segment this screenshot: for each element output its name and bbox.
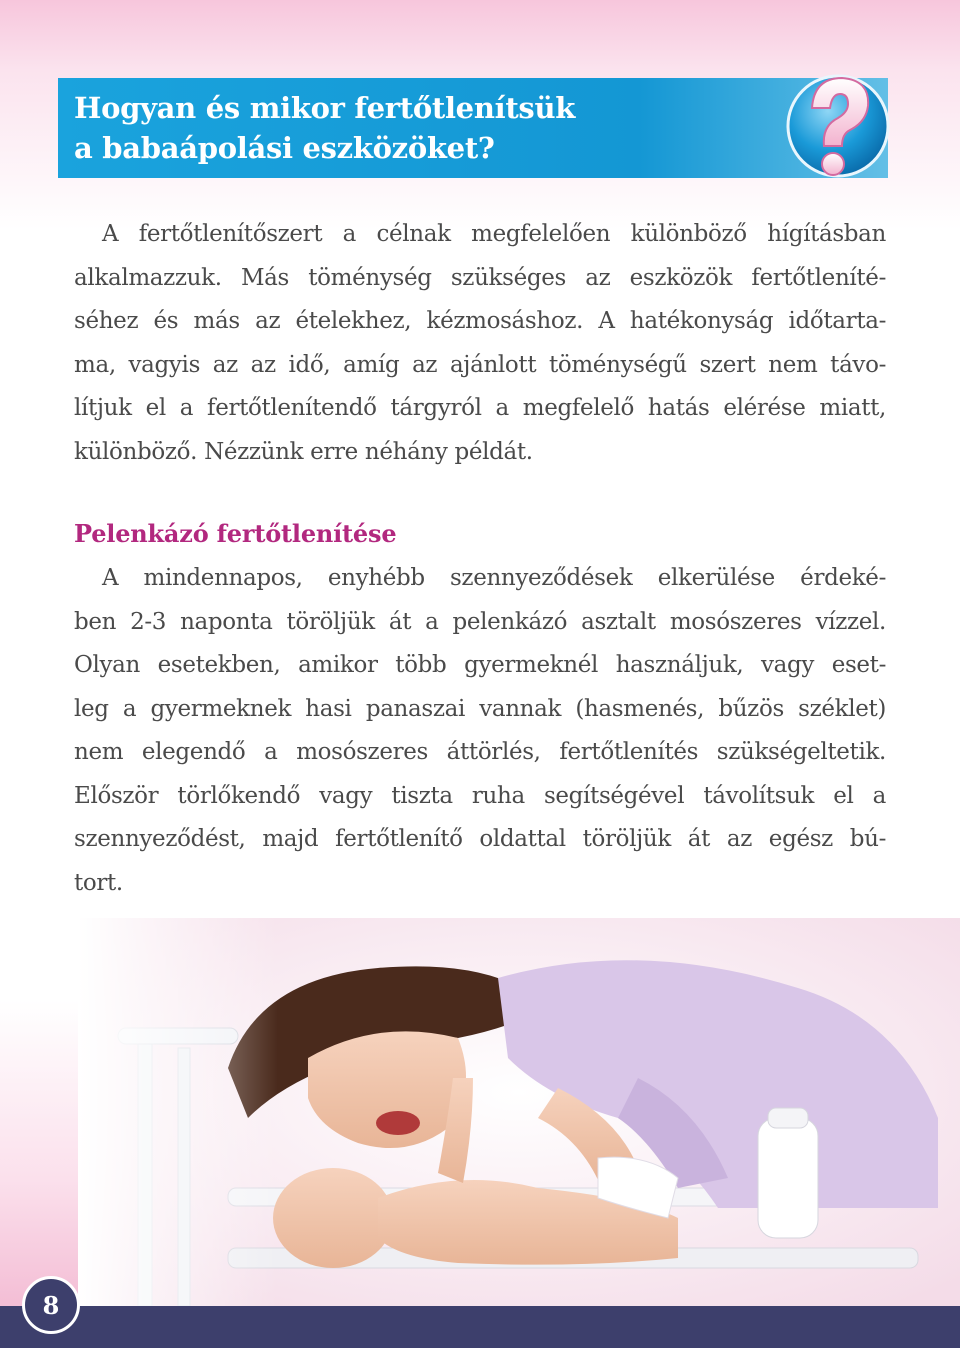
page-number: 8 (42, 1290, 60, 1320)
intro-line: A fertőtlenítőszert a célnak megfelelően különböző hígításban (102, 221, 886, 247)
page-title-line-1: Hogyan és mikor fertőtlenítsük (74, 91, 576, 125)
section-line: Olyan esetekben, amikor több gyermeknél használjuk, vagy eset- (74, 652, 886, 678)
intro-line: lítjuk el a fertőtlenítendő tárgyról a megfelelő hatás elérése miatt, (74, 395, 886, 421)
section-line: Először törlőkendő vagy tiszta ruha segítségével távolítsuk el a (74, 782, 886, 809)
section-heading: Pelenkázó fertőtlenítése (74, 519, 397, 548)
page-title (74, 88, 575, 168)
intro-line: alkalmazzuk. Más töménység szükséges az eszközök fertőtleníté- (74, 264, 886, 291)
section-line: leg a gyermeknek hasi panaszai vannak (hasmenés, bűzös széklet) (74, 695, 886, 722)
section-line: szennyeződést, majd fertőtlenítő oldattal töröljük át az egész bú- (74, 826, 886, 852)
page-number-badge (22, 1276, 80, 1334)
intro-paragraph (74, 213, 886, 474)
section-line: ben 2-3 naponta töröljük át a pelenkázó asztalt mosószeres vízzel. (74, 608, 886, 635)
section-line: tort. (74, 869, 123, 896)
footer-bar (0, 1306, 960, 1348)
page-title-line-2: a babaápolási eszközöket? (74, 131, 495, 165)
section-line: nem elegendő a mosószeres áttörlés, fertőtlenítés szükségeltetik. (74, 739, 886, 765)
intro-line: séhez és más az ételekhez, kézmosáshoz. A hatékonyság időtarta- (74, 308, 886, 334)
intro-line: különböző. Nézzünk erre néhány példát. (74, 438, 533, 465)
title-banner (58, 78, 888, 178)
section-paragraph (74, 557, 886, 905)
section-line: A mindennapos, enyhébb szennyeződések elkerülése érdeké- (102, 565, 886, 591)
intro-line: ma, vagyis az az idő, amíg az ajánlott töménységű szert nem távo- (74, 351, 886, 378)
question-mark-icon (772, 64, 892, 184)
mother-changing-baby-photo (78, 918, 960, 1306)
